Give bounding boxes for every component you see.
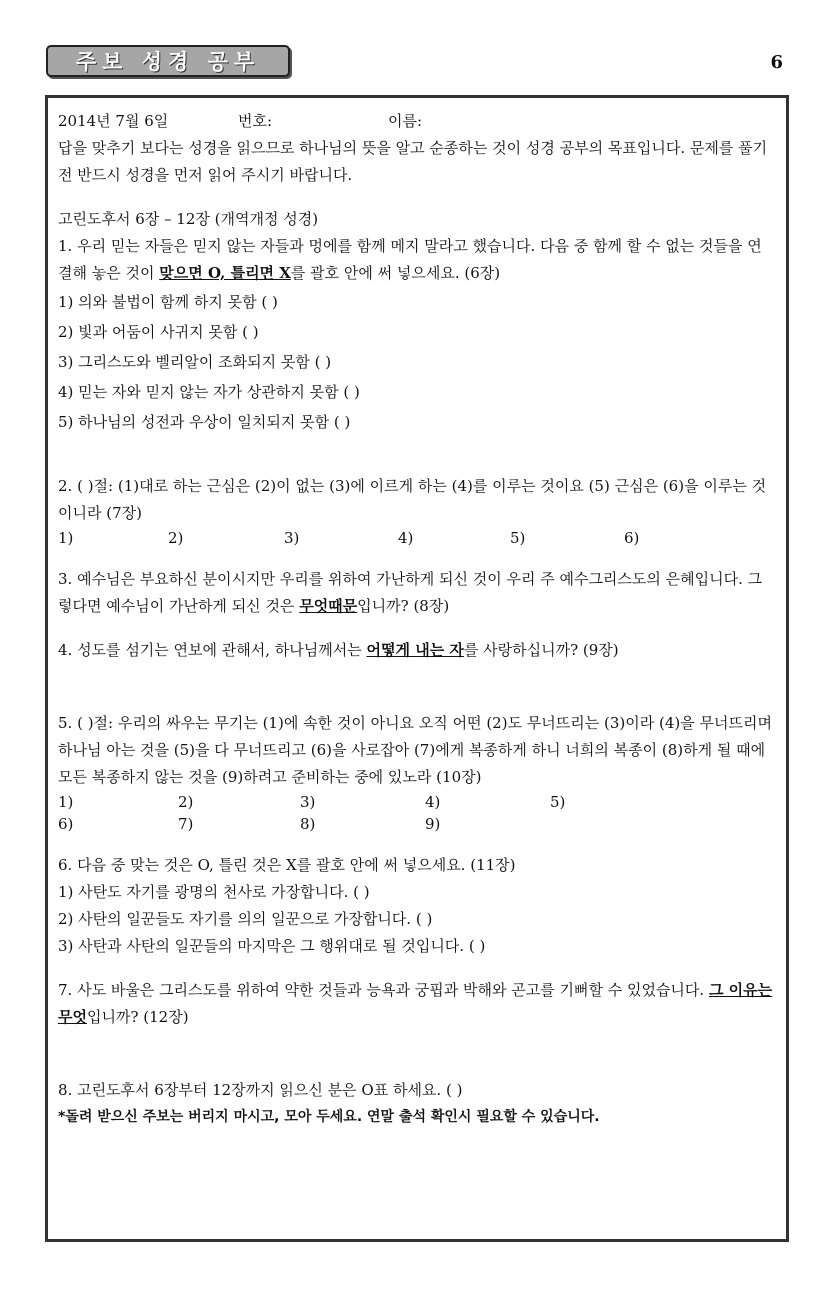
question-1 bbox=[58, 233, 776, 287]
question-1-item: 2) 빛과 어둠이 사귀지 못함 ( ) bbox=[58, 323, 259, 341]
question-7 bbox=[58, 977, 776, 1031]
question-7-text-b: 입니까? (12장) bbox=[86, 1008, 189, 1026]
question-3-text-b: 입니까? (8장) bbox=[357, 597, 450, 615]
blank-label: 5) bbox=[510, 529, 526, 547]
question-4 bbox=[58, 637, 776, 664]
question-5-blanks-row-2 bbox=[58, 813, 776, 835]
question-1-emphasis: 맞으면 O, 틀리면 X bbox=[159, 264, 291, 282]
blank-label: 6) bbox=[58, 815, 74, 833]
question-1-item: 3) 그리스도와 벨리알이 조화되지 못함 ( ) bbox=[58, 353, 332, 371]
blank-label: 3) bbox=[300, 793, 316, 811]
question-3-text-a: 3. 예수님은 부요하신 분이시지만 우리를 위하여 가난하게 되신 것이 우리 주 예수그리스도의 은혜입니다. 그렇다면 예수님이 가난하게 되신 것은 bbox=[58, 570, 763, 615]
question-1-text-b: 를 괄호 안에 써 넣으세요. (6장) bbox=[290, 264, 501, 282]
question-5-blanks-row-1 bbox=[58, 791, 776, 813]
blank-label: 6) bbox=[624, 529, 640, 547]
blank-label: 9) bbox=[425, 815, 441, 833]
question-4-text-b: 를 사랑하십니까? (9장) bbox=[463, 641, 619, 659]
blank-label: 1) bbox=[58, 793, 74, 811]
question-1-item: 5) 하나님의 성전과 우상이 일치되지 못함 ( ) bbox=[58, 413, 351, 431]
question-5-text: 5. ( )절: 우리의 싸우는 무기는 (1)에 속한 것이 아니요 오직 어떤 (2)도 무너뜨리는 (3)이라 (4)을 무너뜨리며 하나님 아는 것을 (5)을 다 무너뜨리고 (6)을 사로잡아 (7)에게 복종하게 하니 너희의 복종이 (8)하게 될 때에 모든 복종하지 않는 것을 (9)하려고 준비하는 중에 있노라 (10장) bbox=[58, 714, 772, 786]
footer-note: *돌려 받으신 주보는 버리지 마시고, 모아 두세요. 연말 출석 확인시 필요할 수 있습니다. bbox=[58, 1109, 600, 1125]
question-6-item: 2) 사탄의 일꾼들도 자기를 의의 일꾼으로 가장합니다. ( ) bbox=[58, 910, 433, 928]
blank-label: 2) bbox=[178, 793, 194, 811]
question-4-emphasis: 어떻게 내는 자 bbox=[366, 641, 464, 659]
info-row bbox=[58, 108, 776, 135]
blank-label: 4) bbox=[425, 793, 441, 811]
question-2-text: 2. ( )절: (1)대로 하는 근심은 (2)이 없는 (3)에 이르게 하는 (4)를 이루는 것이요 (5) 근심은 (6)을 이루는 것이니라 (7장) bbox=[58, 477, 767, 522]
blank-label: 2) bbox=[168, 529, 184, 547]
blank-label: 7) bbox=[178, 815, 194, 833]
blank-label: 8) bbox=[300, 815, 316, 833]
question-1-item: 4) 믿는 자와 믿지 않는 자가 상관하지 못함 ( ) bbox=[58, 383, 360, 401]
question-6-text: 6. 다음 중 맞는 것은 O, 틀린 것은 X를 괄호 안에 써 넣으세요. (11장) bbox=[58, 856, 516, 874]
question-3-emphasis: 무엇때문 bbox=[299, 597, 358, 615]
question-6-item: 1) 사탄도 자기를 광명의 천사로 가장합니다. ( ) bbox=[58, 883, 370, 901]
question-1-item: 1) 의와 불법이 함께 하지 못함 ( ) bbox=[58, 293, 278, 311]
blank-label: 4) bbox=[398, 529, 414, 547]
blank-label: 1) bbox=[58, 529, 74, 547]
scripture-scope: 고린도후서 6장 – 12장 (개역개정 성경) bbox=[58, 210, 319, 228]
intro-text: 답을 맞추기 보다는 성경을 읽으므로 하나님의 뜻을 알고 순종하는 것이 성경 공부의 목표입니다. 문제를 풀기 전 반드시 성경을 먼저 읽어 주시기 바랍니다. bbox=[58, 139, 768, 184]
worksheet-frame bbox=[45, 95, 789, 1242]
page-title: 주보 성경 공부 bbox=[75, 50, 261, 74]
name-field-label: 이름: bbox=[388, 112, 423, 130]
question-3 bbox=[58, 566, 776, 620]
question-7-emphasis: 그 이유는 무엇 bbox=[58, 981, 773, 1026]
question-1-text-a: 1. 우리 믿는 자들은 믿지 않는 자들과 멍에를 함께 메지 말라고 했습니다. 다음 중 함께 할 수 없는 것들을 연결해 놓은 것이 bbox=[58, 237, 762, 282]
page-number: 6 bbox=[770, 52, 783, 73]
number-field-label: 번호: bbox=[238, 112, 273, 130]
question-4-text-a: 4. 성도를 섬기는 연보에 관해서, 하나님께서는 bbox=[58, 641, 367, 659]
title-banner bbox=[46, 45, 290, 77]
question-7-text-a: 7. 사도 바울은 그리스도를 위하여 약한 것들과 능욕과 궁핍과 박해와 곤고를 기뻐할 수 있었습니다. bbox=[58, 981, 709, 999]
date-text: 2014년 7월 6일 bbox=[58, 112, 169, 130]
blank-label: 3) bbox=[284, 529, 300, 547]
question-8-text: 8. 고린도후서 6장부터 12장까지 읽으신 분은 O표 하세요. ( ) bbox=[58, 1081, 463, 1099]
blank-label: 5) bbox=[550, 793, 566, 811]
question-2-blanks bbox=[58, 527, 776, 549]
question-6-item: 3) 사탄과 사탄의 일꾼들의 마지막은 그 행위대로 될 것입니다. ( ) bbox=[58, 937, 486, 955]
